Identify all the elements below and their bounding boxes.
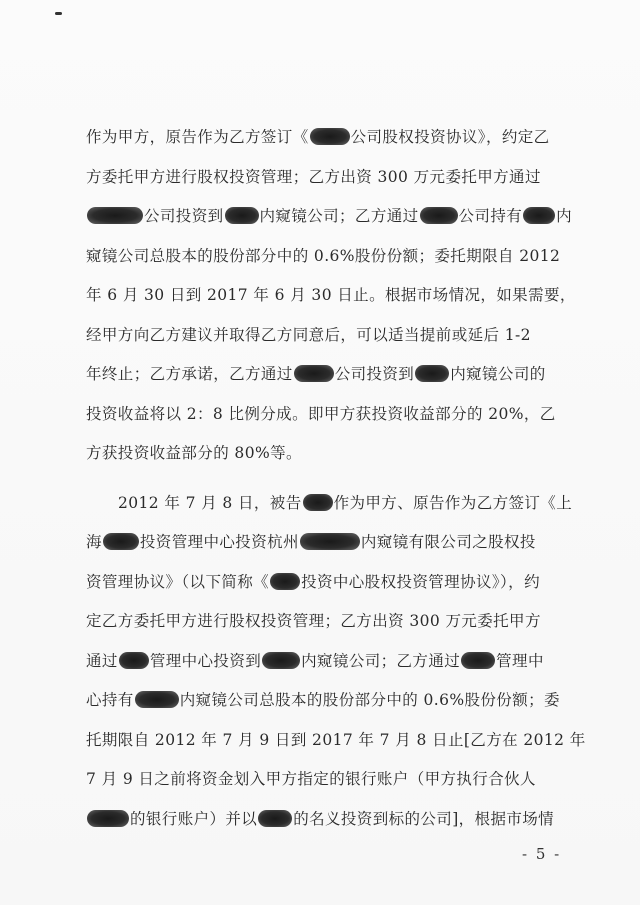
text-segment: 经甲方向乙方建议并取得乙方同意后，可以适当提前或延后 1-2 [86, 325, 531, 344]
text-segment: 7 月 9 日之前将资金划入甲方指定的银行账户（甲方执行合伙人 [86, 770, 536, 788]
page-number: - 5 - [522, 845, 562, 863]
text-line [86, 681, 576, 721]
redaction-mark [87, 207, 143, 224]
text-segment: 公司投资到 [334, 365, 415, 383]
text-line [86, 276, 576, 316]
text-segment: 定乙方委托甲方进行股权投资管理；乙方出资 300 万元委托甲方 [86, 612, 541, 630]
text-segment: 2012 年 7 月 8 日，被告 [118, 493, 302, 512]
text-line [86, 563, 576, 603]
text-segment: 窥镜公司总股本的股份部分中的 0.6%股份份额；委托期限自 2012 [86, 246, 561, 265]
paragraph-gap [86, 474, 576, 484]
text-segment: 内窥镜公司；乙方通过 [301, 651, 461, 670]
redaction-mark [523, 207, 555, 224]
redaction-mark [270, 573, 300, 590]
redaction-mark [119, 652, 149, 669]
text-segment: 内窥镜公司的 [450, 365, 546, 383]
text-segment: 海 [86, 533, 102, 551]
text-segment: 方委托甲方进行股权投资管理；乙方出资 300 万元委托甲方通过 [86, 167, 541, 186]
redaction-mark [294, 365, 334, 382]
text-segment: 投资中心股权投资管理协议》），约 [301, 572, 540, 591]
redaction-mark [300, 533, 360, 550]
text-segment: 内窥镜公司；乙方通过 [259, 207, 419, 225]
text-segment: 内窥镜有限公司之股权投 [360, 533, 536, 551]
text-line [86, 237, 576, 277]
document-body [86, 118, 586, 839]
redaction-mark [135, 691, 179, 708]
text-segment: 作为甲方，原告作为乙方签订《 [86, 128, 309, 146]
text-segment: 投资管理中心投资杭州 [139, 533, 299, 551]
redaction-mark [87, 810, 129, 827]
scan-speck [55, 12, 62, 15]
text-line [86, 316, 576, 356]
text-line [86, 395, 576, 435]
text-segment: 内 [556, 207, 573, 225]
redaction-mark [415, 365, 449, 382]
text-line [86, 760, 576, 800]
text-segment: 作为甲方、原告作为乙方签订《上 [333, 493, 573, 512]
redaction-mark [258, 810, 292, 827]
text-line [86, 197, 576, 237]
text-line [86, 602, 576, 642]
text-segment: 通过 [86, 651, 118, 670]
text-segment: 托期限自 2012 年 7 月 9 日到 2017 年 7 月 8 日止[乙方在 2012 年 [86, 730, 586, 749]
text-segment: 公司股权投资协议》，约定乙 [350, 128, 550, 146]
text-segment: 的银行账户）并以 [130, 809, 258, 828]
text-line [86, 434, 576, 474]
redaction-mark [420, 207, 458, 224]
redaction-mark [461, 652, 495, 669]
text-line [86, 642, 576, 682]
text-segment: 内窥镜公司总股本的股份部分中的 0.6%股份份额；委 [179, 691, 560, 709]
redaction-mark [262, 652, 300, 669]
text-segment: 心持有 [86, 691, 134, 709]
text-segment: 年终止；乙方承诺，乙方通过 [86, 365, 293, 383]
redaction-mark [310, 128, 350, 145]
text-segment: 的名义投资到标的公司]，根据市场情 [293, 809, 555, 828]
text-segment: 资管理协议》（以下简称《 [86, 572, 270, 591]
text-segment: 投资收益将以 2：8 比例分成。即甲方获投资收益部分的 20%，乙 [86, 404, 556, 423]
text-line [86, 484, 576, 524]
text-line [86, 523, 576, 563]
redaction-mark [225, 207, 259, 224]
text-line [86, 800, 576, 840]
text-line [86, 721, 586, 761]
text-segment: 管理中 [496, 651, 544, 670]
redaction-mark [103, 533, 139, 550]
text-line [86, 158, 576, 198]
text-segment: 年 6 月 30 日到 2017 年 6 月 30 日止。根据市场情况，如果需要， [86, 286, 576, 304]
text-segment: 方获投资收益部分的 80%等。 [86, 444, 302, 462]
text-segment: 公司持有 [458, 207, 523, 225]
text-line [86, 118, 576, 158]
text-line [86, 355, 576, 395]
text-segment: 管理中心投资到 [149, 651, 262, 670]
redaction-mark [303, 494, 333, 511]
text-segment: 公司投资到 [144, 207, 224, 225]
